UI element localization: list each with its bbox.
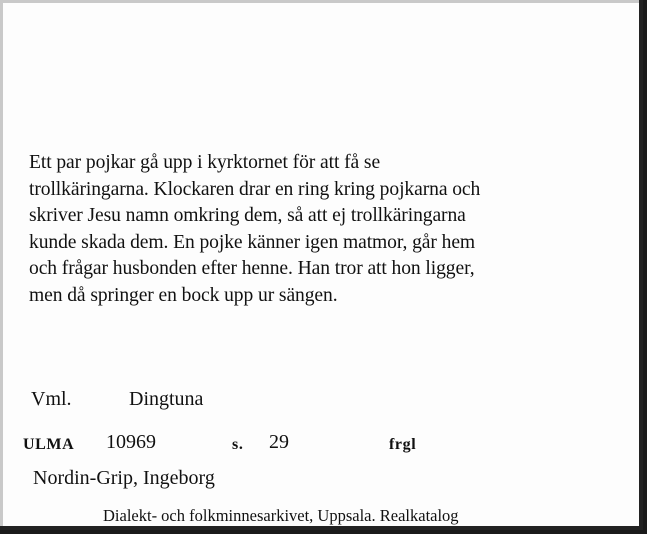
story-line: men då springer en bock upp ur sängen. (29, 284, 338, 306)
page-number: 29 (269, 431, 289, 453)
region-label: Vml. (31, 388, 72, 410)
card-edge-left (0, 0, 3, 526)
story-line: kunde skada dem. En pojke känner igen matmor, går hem (29, 231, 476, 253)
story-line: skriver Jesu namn omkring dem, så att ej trollkäringarna (29, 205, 466, 226)
story-line: trollkäringarna. Klockaren drar en ring kring pojkarna och (29, 178, 481, 200)
story-text (29, 150, 629, 309)
author-name: Nordin-Grip, Ingeborg (33, 467, 215, 489)
parish-label: Dingtuna (129, 388, 204, 410)
archive-footer: Dialekt- och folkminnesarkivet, Uppsala. Realkatalog (103, 506, 459, 525)
story-line: Ett par pojkar gå upp i kyrktornet för att få se (29, 152, 381, 173)
story-line: och frågar husbonden efter henne. Han tror att hon ligger, (29, 258, 475, 279)
archive-code: ULMA (23, 436, 75, 453)
page-label: s. (232, 436, 244, 453)
record-number: 10969 (106, 431, 156, 453)
category-code: frgl (389, 436, 417, 453)
card-edge-top (0, 0, 639, 3)
